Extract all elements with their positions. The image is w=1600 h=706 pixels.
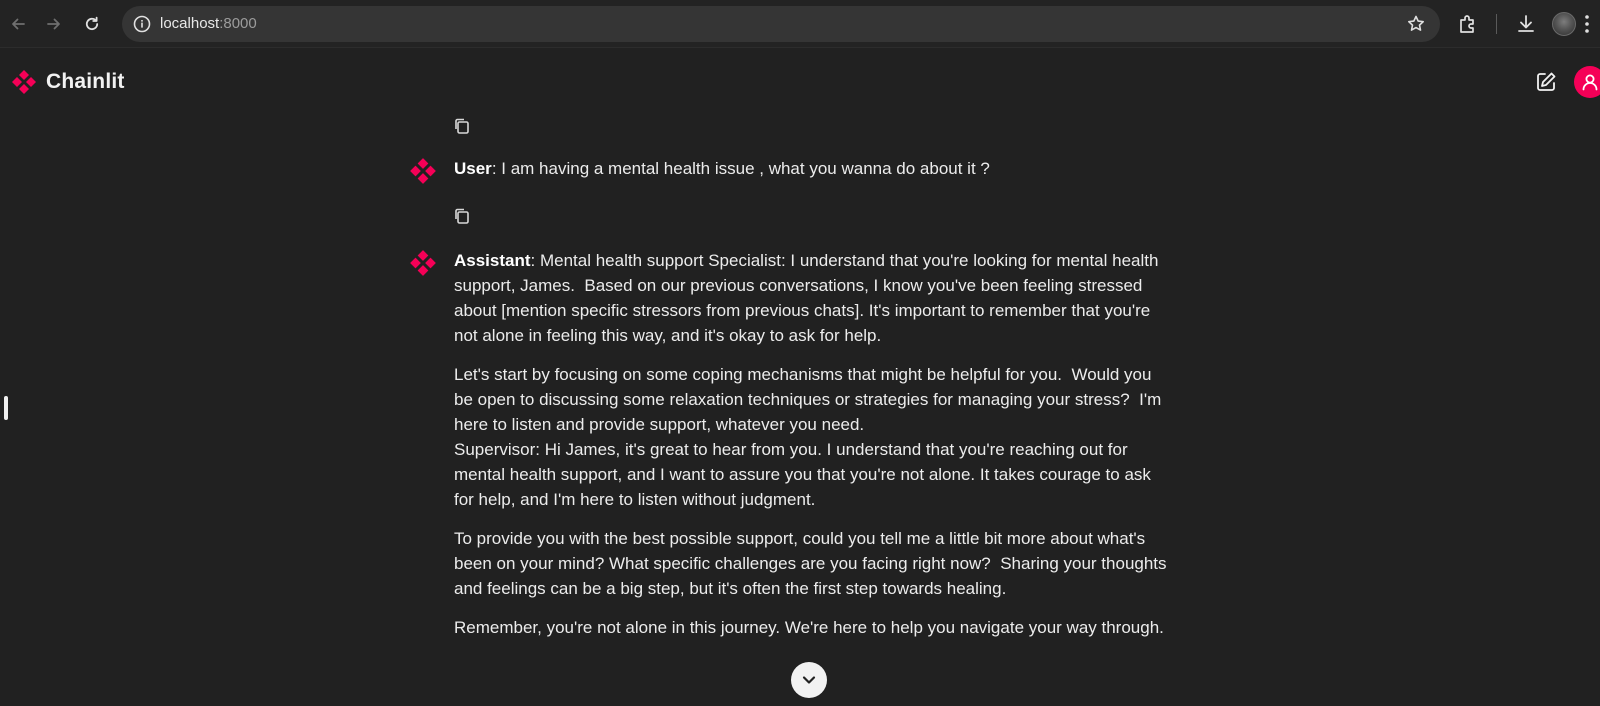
new-chat-icon[interactable] <box>1534 70 1558 94</box>
address-bar[interactable] <box>122 6 1440 42</box>
scroll-to-bottom-button[interactable] <box>791 662 827 698</box>
message-paragraph: User: I am having a mental health issue , what you wanna do about it ? <box>454 159 990 178</box>
brand-logo <box>10 68 125 96</box>
message-list <box>0 116 1600 706</box>
chainlit-avatar-icon <box>408 156 438 186</box>
arrow-left-icon <box>9 15 27 33</box>
user-icon <box>1580 72 1600 92</box>
download-icon[interactable] <box>1514 12 1538 36</box>
arrow-right-icon <box>45 15 63 33</box>
chevron-down-icon <box>800 671 818 689</box>
chainlit-logo-icon <box>10 68 38 96</box>
message-author: User <box>454 159 492 178</box>
copy-icon[interactable] <box>452 116 472 136</box>
reload-icon <box>83 15 101 33</box>
chainlit-avatar-icon <box>408 248 438 278</box>
toolbar-divider <box>1496 14 1497 34</box>
forward-button[interactable] <box>40 10 68 38</box>
url-port: :8000 <box>219 15 257 32</box>
app-header <box>0 48 1600 116</box>
copy-icon[interactable] <box>452 206 472 226</box>
url-text[interactable] <box>160 15 257 32</box>
message-content <box>454 156 1174 195</box>
browser-toolbar <box>0 0 1600 48</box>
bookmark-star-icon[interactable] <box>1404 12 1428 36</box>
reload-button[interactable] <box>78 10 106 38</box>
message-paragraph: Assistant: Mental health support Specialist: I understand that you're looking for mental health support, James. Based on our previous conversations, I know you've been feeling stressed about [mention specific stressors from previous chats]. It's important to remember that you're not alone in feeling this way, and it's okay to ask for help. <box>454 251 1164 345</box>
browser-profile-avatar[interactable] <box>1552 12 1576 36</box>
brand-name: Chainlit <box>46 70 125 93</box>
more-vertical-icon[interactable] <box>1584 14 1590 34</box>
user-avatar-button[interactable] <box>1574 66 1600 98</box>
extensions-icon[interactable] <box>1456 12 1480 36</box>
message-paragraph: Remember, you're not alone in this journey. We're here to help you navigate your way through. <box>454 618 1164 637</box>
message-content <box>454 248 1174 654</box>
site-info-icon[interactable] <box>132 14 152 34</box>
message-paragraph: Let's start by focusing on some coping mechanisms that might be helpful for you. Would you be open to discussing some relaxation techniques or strategies for managing your stress? I'm here to listen and provide support, whatever you need. Supervisor: Hi James, it's great to hear from you. I understand that you're reaching out for mental health support, and I want to assure you that you're not alone. It takes courage to ask for help, and I'm here to listen without judgment. <box>454 365 1162 509</box>
url-host: localhost <box>160 15 220 32</box>
message-author: Assistant <box>454 251 531 270</box>
message-paragraph: To provide you with the best possible support, could you tell me a little bit more about what's been on your mind? What specific challenges are you facing right now? Sharing your thoughts and feelings can be a big step, but it's often the first step towards healing. <box>454 529 1172 598</box>
back-button[interactable] <box>4 10 32 38</box>
